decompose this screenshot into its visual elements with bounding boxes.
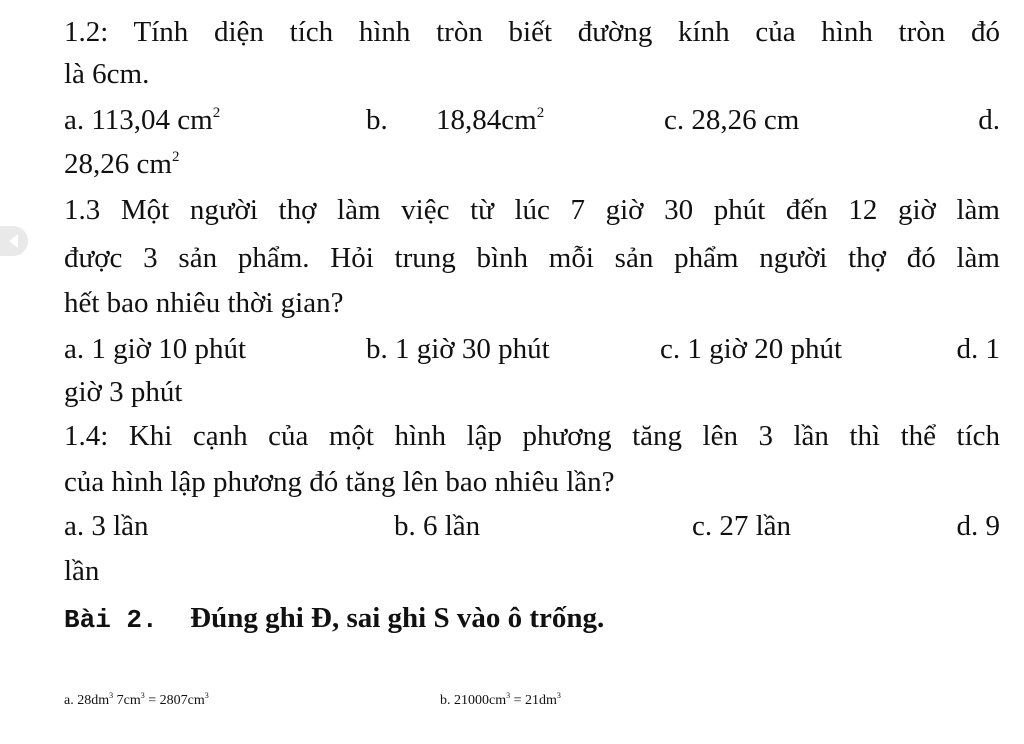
q12-option-b-label: b. bbox=[366, 104, 388, 136]
q13-line2: được 3 sản phẩm. Hỏi trung bình mỗi sản phẩm người thợ đó làm bbox=[64, 242, 1000, 274]
q12-option-b: $18,84cm^2$ bbox=[436, 104, 545, 136]
q14-option-d: d. 9 bbox=[956, 510, 1000, 542]
q13-option-d: d. 1 bbox=[956, 333, 1000, 365]
q12-option-d-label: d. bbox=[978, 104, 1000, 136]
q14-option-b: b. 6 lần bbox=[394, 510, 481, 542]
bai2-item-b: b. $21000cm^3 = 21dm^3$ bbox=[440, 691, 561, 708]
q13-option-a: a. 1 giờ 10 phút bbox=[64, 333, 247, 365]
q13-line3: hết bao nhiêu thời gian? bbox=[64, 287, 344, 319]
q13-option-d-cont: giờ 3 phút bbox=[64, 376, 183, 408]
q13-option-b: b. 1 giờ 30 phút bbox=[366, 333, 550, 365]
bai2-instruction: Đúng ghi Đ, sai ghi S vào ô trống. bbox=[190, 602, 605, 634]
q14-option-c: c. 27 lần bbox=[692, 510, 792, 542]
bai2-heading bbox=[64, 600, 604, 638]
q12-option-c: c. 28,26 cm bbox=[664, 104, 800, 136]
q14-line2: của hình lập phương đó tăng lên bao nhiêu lần? bbox=[64, 466, 615, 498]
q13-option-c: c. 1 giờ 20 phút bbox=[660, 333, 843, 365]
q12-line2: là 6cm. bbox=[64, 58, 150, 90]
q12-option-a: a. 113,04 $cm^2$ bbox=[64, 104, 221, 136]
bai2-label: Bài 2. bbox=[64, 605, 158, 635]
chevron-left-icon bbox=[9, 234, 18, 248]
bai2-item-a: a. $28dm^3$ $7cm^3 = 2807cm^3$ bbox=[64, 691, 209, 708]
q12-option-d: 28,26 $cm^2$ bbox=[64, 148, 180, 180]
side-collapse-tab[interactable] bbox=[0, 226, 28, 256]
q14-line1: 1.4: Khi cạnh của một hình lập phương tăng lên 3 lần thì thể tích bbox=[64, 420, 1000, 452]
q12-line1: 1.2: Tính diện tích hình tròn biết đường kính của hình tròn đó bbox=[64, 16, 1000, 48]
q14-option-d-cont: lần bbox=[64, 555, 100, 587]
q14-option-a: a. 3 lần bbox=[64, 510, 149, 542]
q13-line1: 1.3 Một người thợ làm việc từ lúc 7 giờ 30 phút đến 12 giờ làm bbox=[64, 194, 1000, 226]
